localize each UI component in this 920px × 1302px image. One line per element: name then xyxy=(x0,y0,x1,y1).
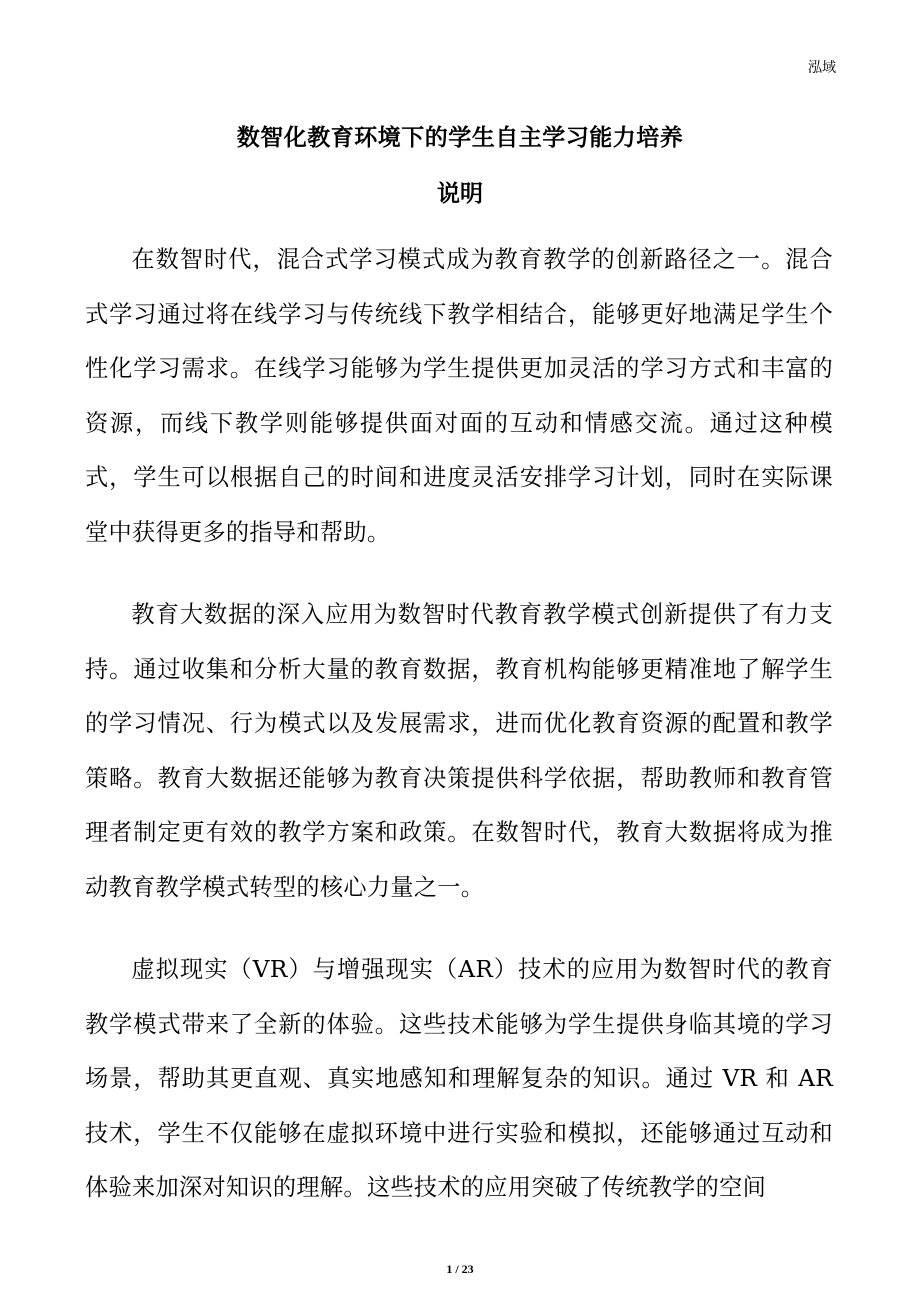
header-mark: 泓域 xyxy=(808,60,836,76)
page-number: 1 / 23 xyxy=(446,1262,474,1276)
body-text xyxy=(85,233,833,1244)
section-heading: 说明 xyxy=(437,181,483,207)
paragraph: 在数智时代，混合式学习模式成为教育教学的创新路径之一。混合式学习通过将在线学习与传统线下教学相结合，能够更好地满足学生个性化学习需求。在线学习能够为学生提供更加灵活的学习方式和丰富的资源，而线下教学则能够提供面对面的互动和情感交流。通过这种模式，学生可以根据自己的时间和进度灵活安排学习计划，同时在实际课堂中获得更多的指导和帮助。 xyxy=(85,246,833,546)
paragraph: 教育大数据的深入应用为数智时代教育教学模式创新提供了有力支持。通过收集和分析大量的教育数据，教育机构能够更精准地了解学生的学习情况、行为模式以及发展需求，进而优化教育资源的配置和教学策略。教育大数据还能够为教育决策提供科学依据，帮助教师和教育管理者制定更有效的教学方案和政策。在数智时代，教育大数据将成为推动教育教学模式转型的核心力量之一。 xyxy=(85,601,833,901)
document-title: 数智化教育环境下的学生自主学习能力培养 xyxy=(236,125,684,151)
paragraph: 虚拟现实（VR）与增强现实（AR）技术的应用为数智时代的教育教学模式带来了全新的体验。这些技术能够为学生提供身临其境的学习场景，帮助其更直观、真实地感知和理解复杂的知识。通过 VR 和 AR 技术，学生不仅能够在虚拟环境中进行实验和模拟，还能够通过互动和体验来加深对知识的理解。这些技术的应用突破了传统教学的空间 xyxy=(85,956,833,1201)
